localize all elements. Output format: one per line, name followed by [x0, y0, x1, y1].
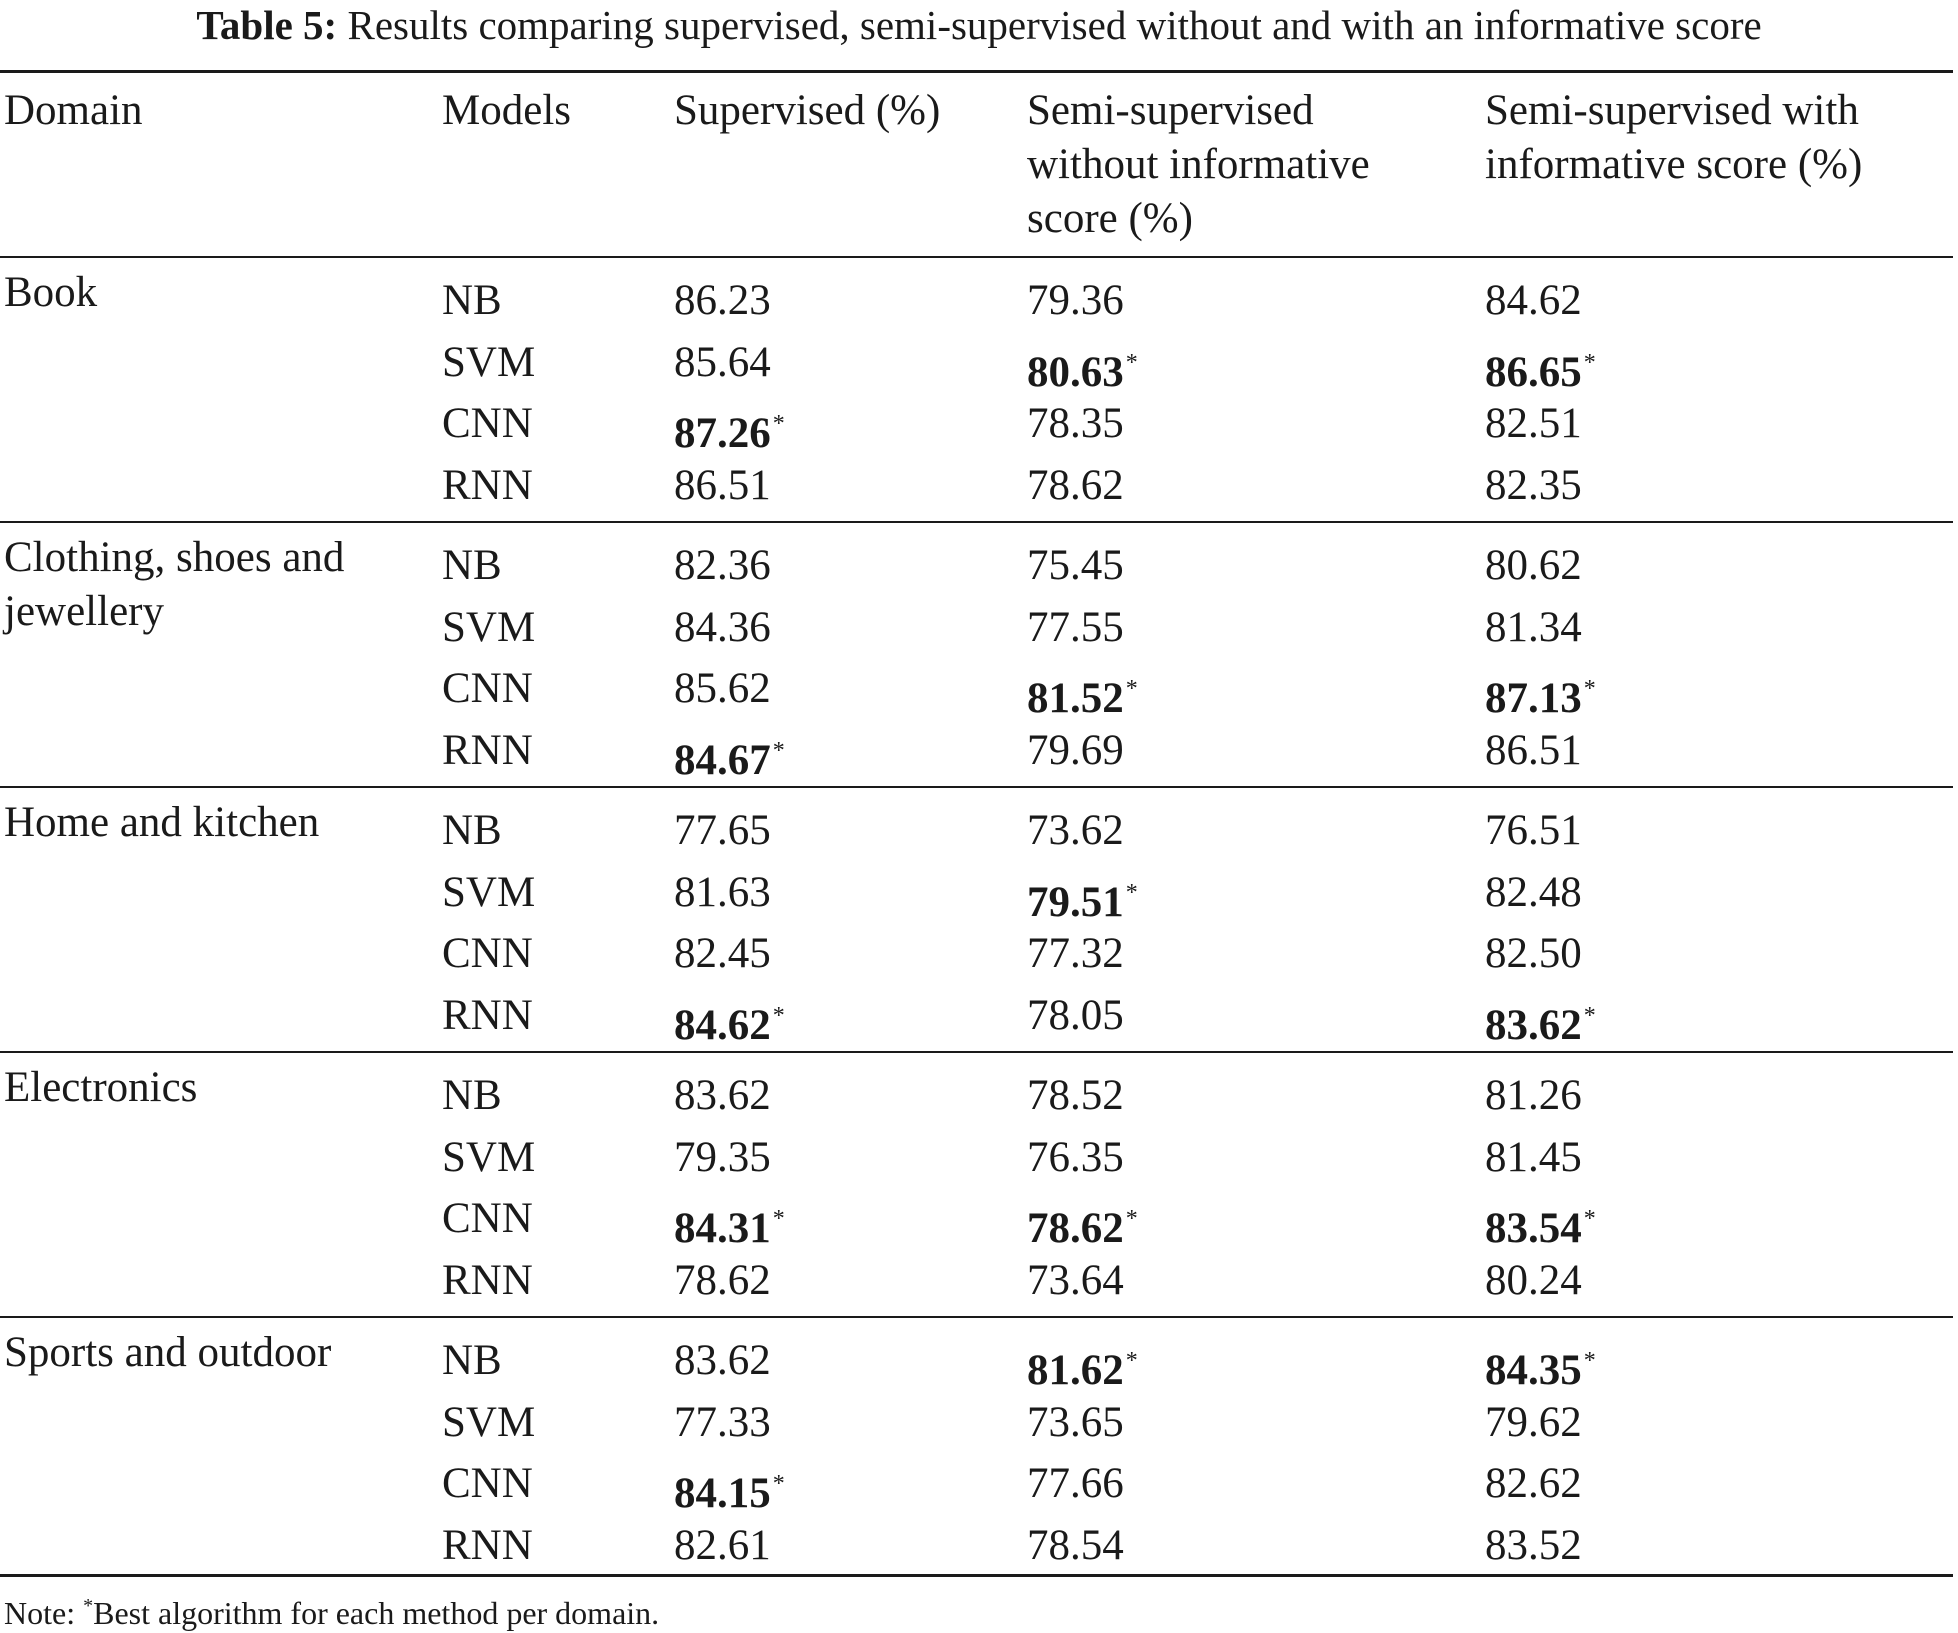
score-value: 76.51: [1485, 807, 1582, 854]
score-cell: [1485, 1398, 1582, 1448]
model-cell: RNN: [442, 991, 533, 1039]
score-cell: [1485, 664, 1596, 724]
score-cell: [1485, 1336, 1596, 1396]
score-cell: [1027, 868, 1138, 928]
score-cell: [1027, 1256, 1124, 1306]
score-value: 83.62: [674, 1337, 771, 1384]
score-cell: [674, 1521, 771, 1571]
best-marker: *: [1125, 1206, 1138, 1232]
model-cell: NB: [442, 542, 502, 589]
best-marker: *: [772, 411, 785, 437]
score-value: 80.62: [1485, 542, 1582, 589]
score-cell: [674, 1336, 771, 1386]
score-value: 86.51: [1485, 726, 1582, 774]
model-cell: RNN: [442, 1521, 533, 1569]
score-value: 84.36: [674, 603, 771, 651]
score-cell: [1485, 806, 1582, 856]
score-value: 77.55: [1027, 603, 1124, 651]
score-value: 78.62: [1027, 1205, 1124, 1252]
score-value: 79.69: [1027, 726, 1124, 774]
score-value: 86.65: [1485, 348, 1582, 396]
score-cell: [674, 338, 771, 388]
score-cell: [674, 276, 771, 326]
score-cell: [1027, 338, 1138, 398]
score-cell: [674, 726, 785, 786]
score-cell: [1485, 1256, 1582, 1306]
score-value: 78.05: [1027, 991, 1124, 1039]
score-cell: [1027, 1459, 1124, 1509]
score-value: 84.35: [1485, 1347, 1582, 1394]
header-supervised: Supervised (%): [674, 87, 941, 134]
model-cell: CNN: [442, 1195, 533, 1242]
model-cell: SVM: [442, 1398, 536, 1446]
domain-cell: Sports and outdoor: [4, 1329, 332, 1376]
score-cell: [674, 868, 771, 918]
model-cell: CNN: [442, 1460, 533, 1507]
domain-cell: Book: [4, 269, 98, 316]
score-cell: [674, 1459, 785, 1519]
score-cell: [1485, 399, 1582, 449]
score-cell: [1485, 868, 1582, 918]
header-semi-with: Semi-supervised with informative score (%): [1485, 87, 1863, 188]
domain-cell: Home and kitchen: [4, 799, 320, 846]
score-cell: [1485, 603, 1582, 653]
score-value: 78.52: [1027, 1072, 1124, 1119]
score-value: 73.65: [1027, 1398, 1124, 1446]
score-cell: [674, 399, 785, 459]
table-caption-label: Table 5:: [196, 2, 338, 48]
best-marker: *: [1583, 1348, 1596, 1374]
model-cell: CNN: [442, 400, 533, 447]
group-separator-rule: [0, 1316, 1953, 1318]
score-value: 75.45: [1027, 542, 1124, 589]
score-value: 84.62: [1485, 277, 1582, 324]
score-value: 83.54: [1485, 1205, 1582, 1252]
best-marker: *: [772, 1002, 785, 1029]
score-cell: [674, 1194, 785, 1254]
score-value: 87.13: [1485, 675, 1582, 722]
score-value: 83.62: [1485, 1001, 1582, 1049]
model-cell: SVM: [442, 868, 536, 916]
table-group: [0, 1057, 1953, 1319]
best-marker: *: [772, 1471, 785, 1497]
table-header-rule: [0, 256, 1953, 258]
score-cell: [1027, 664, 1138, 724]
score-cell: [1485, 1133, 1582, 1183]
score-value: 84.62: [674, 1001, 771, 1049]
table-note-prefix: Note:: [4, 1595, 84, 1631]
score-value: 79.62: [1485, 1398, 1582, 1446]
group-separator-rule: [0, 1051, 1953, 1053]
score-cell: [1485, 276, 1582, 326]
score-value: 80.24: [1485, 1256, 1582, 1304]
table-bottom-rule: [0, 1574, 1953, 1577]
score-value: 82.51: [1485, 400, 1582, 447]
score-value: 81.62: [1027, 1347, 1124, 1394]
score-cell: [1027, 603, 1124, 653]
score-value: 86.51: [674, 461, 771, 509]
model-cell: RNN: [442, 1256, 533, 1304]
score-value: 82.48: [1485, 868, 1582, 916]
score-cell: [1027, 929, 1124, 979]
score-value: 77.65: [674, 807, 771, 854]
score-value: 73.62: [1027, 807, 1124, 854]
score-cell: [1485, 929, 1582, 979]
score-value: 84.67: [674, 736, 771, 784]
score-cell: [1027, 806, 1124, 856]
score-value: 86.23: [674, 277, 771, 324]
table-note-symbol: *: [83, 1595, 94, 1617]
score-value: 85.62: [674, 665, 771, 712]
score-value: 81.52: [1027, 675, 1124, 722]
score-value: 77.33: [674, 1398, 771, 1446]
model-cell: NB: [442, 807, 502, 854]
best-marker: *: [1125, 676, 1138, 702]
score-cell: [1027, 1521, 1124, 1571]
best-marker: *: [1125, 879, 1138, 906]
score-value: 79.51: [1027, 878, 1124, 926]
score-value: 82.61: [674, 1521, 771, 1569]
score-value: 81.63: [674, 868, 771, 916]
group-separator-rule: [0, 786, 1953, 788]
model-cell: NB: [442, 1072, 502, 1119]
model-cell: RNN: [442, 726, 533, 774]
score-value: 82.36: [674, 542, 771, 589]
domain-cell: Clothing, shoes and jewellery: [4, 534, 345, 635]
score-cell: [674, 806, 771, 856]
score-cell: [674, 1071, 771, 1121]
score-cell: [674, 664, 771, 714]
score-cell: [1027, 276, 1124, 326]
score-cell: [1485, 991, 1596, 1051]
score-cell: [1485, 461, 1582, 511]
table-note: [4, 1586, 659, 1633]
table-note-text: Best algorithm for each method per domain.: [93, 1595, 660, 1631]
score-cell: [674, 929, 771, 979]
best-marker: *: [1583, 1002, 1596, 1029]
table-group: [0, 262, 1953, 524]
score-value: 78.62: [674, 1256, 771, 1304]
score-value: 80.63: [1027, 348, 1124, 396]
header-models: Models: [442, 87, 571, 134]
score-cell: [674, 1398, 771, 1448]
score-value: 82.45: [674, 930, 771, 977]
score-cell: [1027, 1398, 1124, 1448]
score-cell: [1027, 726, 1124, 776]
score-value: 81.26: [1485, 1072, 1582, 1119]
score-value: 81.45: [1485, 1133, 1582, 1181]
score-cell: [1485, 726, 1582, 776]
score-cell: [1485, 541, 1582, 591]
score-value: 78.62: [1027, 461, 1124, 509]
table-group: [0, 527, 1953, 789]
model-cell: SVM: [442, 603, 536, 651]
score-value: 82.50: [1485, 930, 1582, 977]
score-value: 84.31: [674, 1205, 771, 1252]
score-value: 79.36: [1027, 277, 1124, 324]
table-group: [0, 792, 1953, 1054]
score-cell: [674, 1256, 771, 1306]
model-cell: CNN: [442, 930, 533, 977]
score-cell: [1485, 1521, 1582, 1571]
model-cell: NB: [442, 277, 502, 324]
model-cell: NB: [442, 1337, 502, 1384]
table-group: [0, 1322, 1953, 1584]
best-marker: *: [1583, 349, 1596, 376]
model-cell: RNN: [442, 461, 533, 509]
score-value: 82.62: [1485, 1460, 1582, 1507]
table-top-rule: [0, 70, 1953, 73]
model-cell: SVM: [442, 338, 536, 386]
best-marker: *: [772, 1206, 785, 1232]
group-separator-rule: [0, 521, 1953, 523]
model-cell: SVM: [442, 1133, 536, 1181]
header-semi-without: Semi-supervised without informative score (%): [1027, 87, 1370, 242]
best-marker: *: [772, 737, 785, 764]
score-cell: [674, 991, 785, 1051]
best-marker: *: [1583, 1206, 1596, 1232]
score-cell: [674, 461, 771, 511]
score-cell: [1027, 541, 1124, 591]
score-value: 73.64: [1027, 1256, 1124, 1304]
score-value: 78.35: [1027, 400, 1124, 447]
model-cell: CNN: [442, 665, 533, 712]
score-value: 83.62: [674, 1072, 771, 1119]
score-value: 79.35: [674, 1133, 771, 1181]
header-domain: Domain: [4, 87, 143, 134]
score-value: 87.26: [674, 410, 771, 457]
domain-cell: Electronics: [4, 1064, 198, 1111]
score-cell: [1027, 1194, 1138, 1254]
score-cell: [1485, 1194, 1596, 1254]
score-value: 84.15: [674, 1470, 771, 1517]
score-value: 76.35: [1027, 1133, 1124, 1181]
table-caption: [0, 0, 1958, 50]
score-value: 77.66: [1027, 1460, 1124, 1507]
best-marker: *: [1583, 676, 1596, 702]
score-cell: [1027, 461, 1124, 511]
score-cell: [1485, 1071, 1582, 1121]
score-cell: [1485, 1459, 1582, 1509]
best-marker: *: [1125, 1348, 1138, 1374]
score-cell: [1027, 1133, 1124, 1183]
score-value: 77.32: [1027, 930, 1124, 977]
score-cell: [674, 603, 771, 653]
score-value: 82.35: [1485, 461, 1582, 509]
table-caption-text: Results comparing supervised, semi-supervised without and with an informative score: [347, 2, 1762, 48]
score-value: 83.52: [1485, 1521, 1582, 1569]
score-cell: [1027, 1071, 1124, 1121]
score-cell: [1027, 1336, 1138, 1396]
score-cell: [1027, 399, 1124, 449]
score-value: 81.34: [1485, 603, 1582, 651]
best-marker: *: [1125, 349, 1138, 376]
score-cell: [1485, 338, 1596, 398]
score-cell: [674, 1133, 771, 1183]
score-cell: [674, 541, 771, 591]
score-cell: [1027, 991, 1124, 1041]
score-value: 85.64: [674, 338, 771, 386]
score-value: 78.54: [1027, 1521, 1124, 1569]
